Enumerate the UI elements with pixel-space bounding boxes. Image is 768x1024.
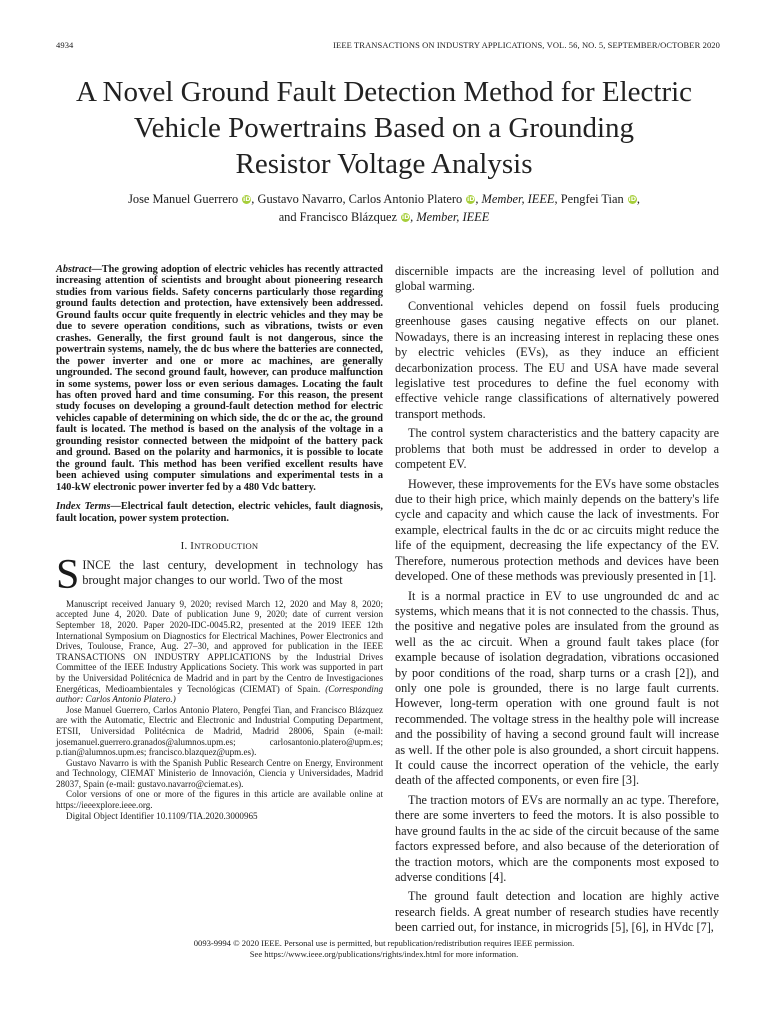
member-ieee-label: , Member, IEEE [410,210,490,224]
author-list [40,190,728,226]
orcid-icon[interactable]: iD [467,195,475,203]
orcid-icon[interactable]: iD [401,213,410,221]
index-terms-text: —Electrical fault detection, electric vehicles, fault diagnosis, fault location, power system protection. [56,501,383,524]
intro-paragraph [56,551,383,598]
body-paragraph: It is a normal practice in EV to use ungrounded dc and ac systems, which means that it is not connected to the chassis. Thus, the positive and negative poles are insulated from the ground as well as the ac circuit. When a ground fault takes place (for example because of isolation degradation, vibrations occasioned by poor conditions of the road, sharp turns or a crash [2]), and only one pole is grounded, there is no large fault currents. However, long-term operation with one ground fault is not recommended. The voltage stress in the healthy pole will increase and the possibility of having a second ground fault will increase as well. If the other pole is also grounded, a short circuit happens. It could cause the incorrect operation of the vehicle, the early death of the affected components, or even fire [3]. [395,588,719,788]
orcid-icon[interactable]: iD [242,195,251,203]
left-column [56,264,383,821]
journal-header: IEEE TRANSACTIONS ON INDUSTRY APPLICATIONS, VOL. 56, NO. 5, SEPTEMBER/OCTOBER 2020 [333,40,720,50]
abstract [56,264,383,493]
author-separator: , [636,192,640,206]
index-terms [56,501,383,524]
footnote-color-versions: Color versions of one or more of the figures in this article are available online at https://ieeexplore.ieee.org. [56,789,383,811]
title-line-1: A Novel Ground Fault Detection Method for Electric [75,76,693,108]
title-line-2: Vehicle Powertrains Based on a Grounding [133,112,635,144]
drop-cap: S [56,551,80,598]
copyright-notice [40,938,728,960]
abstract-text: —The growing adoption of electric vehicles has recently attracted increasing attention of scientists and brought about pioneering research studies from various fields. Safety concerns particularly those regarding ground faults detection and protection, have extensively been addressed. Ground faults occur quite frequently in electric vehicles and they may be due to severe operation conditions, such as vibrations, twists or even crashes. Generally, the first ground fault is not dangerous, since the powertrain systems, namely, the dc bus where the batteries are connected, the power inverter and one or more ac machines, are generally ungrounded. The second ground fault, however, can produce malfunction in some systems, power loss or even serious damages. Locating the fault has often proved hard and time consuming. For this reason, the present study focuses on developing a ground-fault detection method for electric vehicles capable of determining on which side, the dc or the ac, the ground fault is located. The method is based on the analysis of the voltage in a grounding resistor connected between the midpoint of the battery pack and ground. Based on the polarity and harmonics, it is possible to locate the ground fault. This method has been verified excellent results have been achieved using computer simulations and experimental tests in a 140-kW electronic power inverter fed by a 480 Vdc battery. [56,264,383,493]
footnote-affiliation-ciemat: Gustavo Navarro is with the Spanish Public Research Centre on Energy, Environment and Technology, CIEMAT Ministerio de Innovación, Ciencia y Universidades, Madrid 28037, Spain (e-mail: gustavo.navarro@ciemat.es). [56,757,383,789]
author-line-2 [40,208,728,226]
body-paragraph: However, these improvements for the EVs have some obstacles due to their high price, which mainly depends on the battery's life cycle and capacity and which cause the lack of investments. For example, electrical faults in the dc or ac circuits might reduce the life of the equipment, decreasing the life expectancy of the EV. Therefore, numerous protection methods and devices have been developed. One of these methods was previously presented in [1]. [395,476,719,583]
copyright-line-2: See https://www.ieee.org/publications/rights/index.html for more information. [249,949,519,959]
footnotes [56,599,383,821]
copyright-line-1: 0093-9994 © 2020 IEEE. Personal use is permitted, but republication/redistribution requires IEEE permission. [193,938,575,948]
footnote-manuscript: Manuscript received January 9, 2020; revised March 12, 2020 and May 8, 2020; accepted June 4, 2020. Date of publication June 9, 2020; date of current version September 18, 2020. Paper 2020-IDC-0045.R2, presented at the 2019 IEEE 12th International Symposium on Diagnostics for Electrical Machines, Power Electronics and Drives, Toulouse, France, Aug. 27–30, and approved for publication in the IEEE TRANSACTIONS ON INDUSTRY APPLICATIONS by the Industrial Drives Committee of the IEEE Industry Applications Society. This work was supported in part by the Universidad Politécnica de Madrid and in part by the Centro de Investigaciones Energéticas, Medioambientales y Tecnológicas (CIEMAT) of Spain. (Corresponding author: Carlos Antonio Platero.) [56,598,383,705]
footnote-doi: Digital Object Identifier 10.1109/TIA.2020.3000965 [66,810,258,821]
index-terms-label: Index Terms [56,501,111,513]
body-paragraph: The control system characteristics and the battery capacity are problems that both must be addressed in order to develop a competent EV. [395,426,719,472]
author-tian: , Pengfei Tian [554,192,624,206]
body-paragraph: The ground fault detection and location are highly active research fields. A great number of research studies have recently been carried out, for instance, in microgrids [5], [6], in HVdc [7], [395,889,719,935]
body-paragraph: The traction motors of EVs are normally an ac type. Therefore, there are some inverters to feed the motors. It is also possible to have ground faults in the ac side of the circuit because of the same factors expressed before, and also because of the deterioration of the traction motors, which are the components most exposed to adverse conditions [4]. [395,792,719,884]
member-ieee-label: , Member, IEEE [475,192,555,206]
section-heading-introduction: I. INTRODUCTION [180,539,259,552]
author-names-2-3: , Gustavo Navarro, Carlos Antonio Platero [251,192,463,206]
body-paragraph: discernible impacts are the increasing level of pollution and global warming. [395,264,719,294]
author-line-1 [40,190,728,208]
body-paragraph: Conventional vehicles depend on fossil fuels producing greenhouse gases causing negative effects on our planet. Nowadays, there is an increasing interest in replacing these ones by electric vehicles (EVs), as they induce an efficient decarbonization process. The EU and USA have made several legislative test procedures to define the fuel economy with effective vehicle range classifications of alternatively powered transport methods. [395,298,719,421]
abstract-label: Abstract [56,264,92,275]
footnote-affiliation-upm: Jose Manuel Guerrero, Carlos Antonio Platero, Pengfei Tian, and Francisco Blázquez are with the Automatic, Electric and Electronic and Industrial Computing Department, ETSII, Universidad Politécnica de Madrid, Madrid 28006, Spain (e-mail: josemanuel.guerrero.granados@alumnos.upm.es; carlosantonio.platero@upm.es; p.tian@alumnos.upm.es; francisco.blazquez@upm.es). [56,704,383,758]
paper-title [40,74,728,182]
author-blazquez: and Francisco Blázquez [278,210,398,224]
author-guerrero: Jose Manuel Guerrero [128,192,239,206]
title-line-3: Resistor Voltage Analysis [235,148,533,180]
right-column [395,264,719,940]
intro-text: INCE the last century, development in technology has brought major changes to our world. Two of the most [82,557,383,588]
orcid-icon[interactable]: iD [628,195,637,203]
page-number: 4934 [56,40,74,50]
